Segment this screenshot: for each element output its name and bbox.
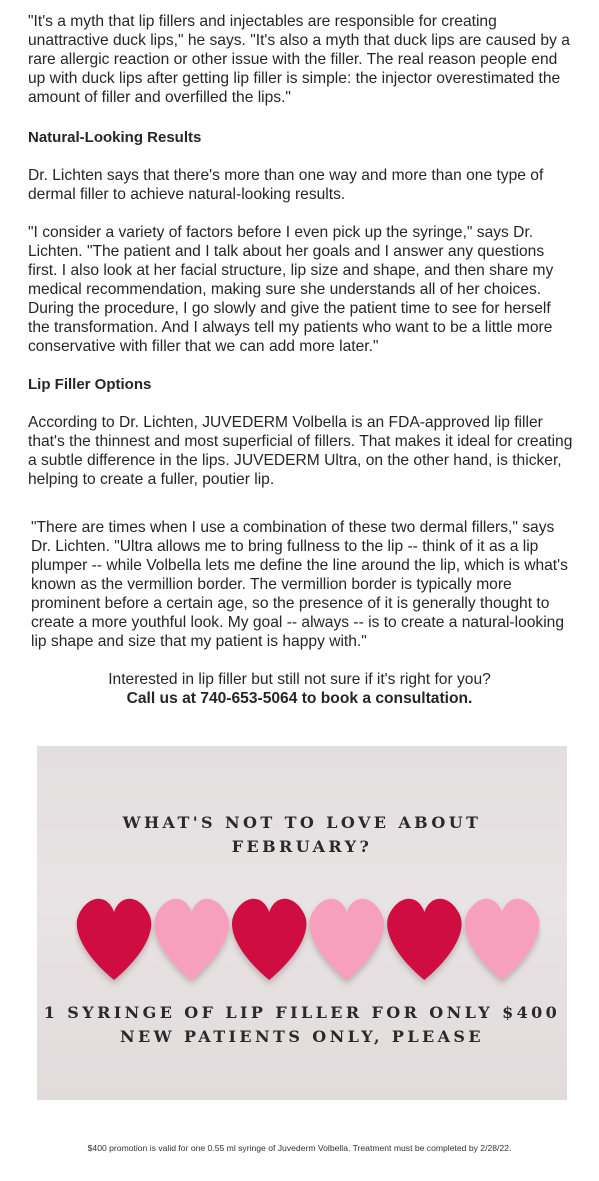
heart-4-light <box>310 899 384 980</box>
heart-5-dark <box>387 899 461 980</box>
heading-lip-filler-options: Lip Filler Options <box>28 376 152 393</box>
heart-1-dark <box>77 899 151 980</box>
cta-question: Interested in lip filler but still not sure if it's right for you? <box>108 671 491 688</box>
heart-6-light <box>465 899 539 980</box>
paragraph-juvederm-volbella: According to Dr. Lichten, JUVEDERM Volbella is an FDA-approved lip filler that's the thinnest and most superficial of fillers. That makes it ideal for creating a subtle difference in the lips. JUVEDERM Ultra, on the other hand, is thicker, helping to create a fuller, poutier lip. <box>28 414 573 488</box>
promo-banner[interactable] <box>37 746 567 1100</box>
promo-offer-line1: 1 SYRINGE OF LIP FILLER FOR ONLY $400 <box>43 1003 561 1022</box>
promo-footnote: $400 promotion is valid for one 0.55 ml syringe of Juvederm Volbella. Treatment must be completed by 2/28/22. <box>87 1143 512 1153</box>
promo-offer-line2: NEW PATIENTS ONLY, PLEASE <box>120 1027 484 1046</box>
paragraph-duck-lips-myth: "It's a myth that lip fillers and injectables are responsible for creating unattractive duck lips," he says. "It's also a myth that duck lips are caused by a rare allergic reaction or other issue with the filler. The real reason people end up with duck lips after getting lip filler is simple: the injector overestimated the amount of filler and overfilled the lips." <box>28 13 570 106</box>
paragraph-natural-results: Dr. Lichten says that there's more than one way and more than one type of dermal filler to achieve natural-looking results. <box>28 167 544 203</box>
paragraph-combination-fillers: "There are times when I use a combination of these two dermal fillers," says Dr. Lichten. "Ultra allows me to bring fullness to the lip -- think of it as a lip plumper -- while Volbella lets me define the line around the lip, which is what's known as the vermillion border. The vermillion border is typically more prominent before a certain age, so the presence of it is generally thought to create a more youthful look. My goal -- always -- is to create a natural-looking lip shape and size that my patient is happy with." <box>31 519 568 650</box>
paper-hearts-chain <box>75 888 541 988</box>
promo-headline-line1: WHAT'S NOT TO LOVE ABOUT <box>122 813 482 832</box>
heart-2-light <box>154 899 228 980</box>
cta-call-phone[interactable]: Call us at 740-653-5064 to book a consultation. <box>126 690 473 707</box>
heart-3-dark <box>232 899 306 980</box>
promo-headline-line2: FEBRUARY? <box>231 837 373 856</box>
paragraph-variety-of-factors: "I consider a variety of factors before I even pick up the syringe," says Dr. Lichten. "The patient and I talk about her goals and I answer any questions first. I also look at her facial structure, lip size and shape, and then share my medical recommendation, making sure she understands all of her choices. During the procedure, I go slowly and give the patient time to see for herself the transformation. And I always tell my patients who want to be a little more conservative with filler that we can add more later." <box>28 224 554 355</box>
heading-natural-looking-results: Natural-Looking Results <box>28 129 202 146</box>
